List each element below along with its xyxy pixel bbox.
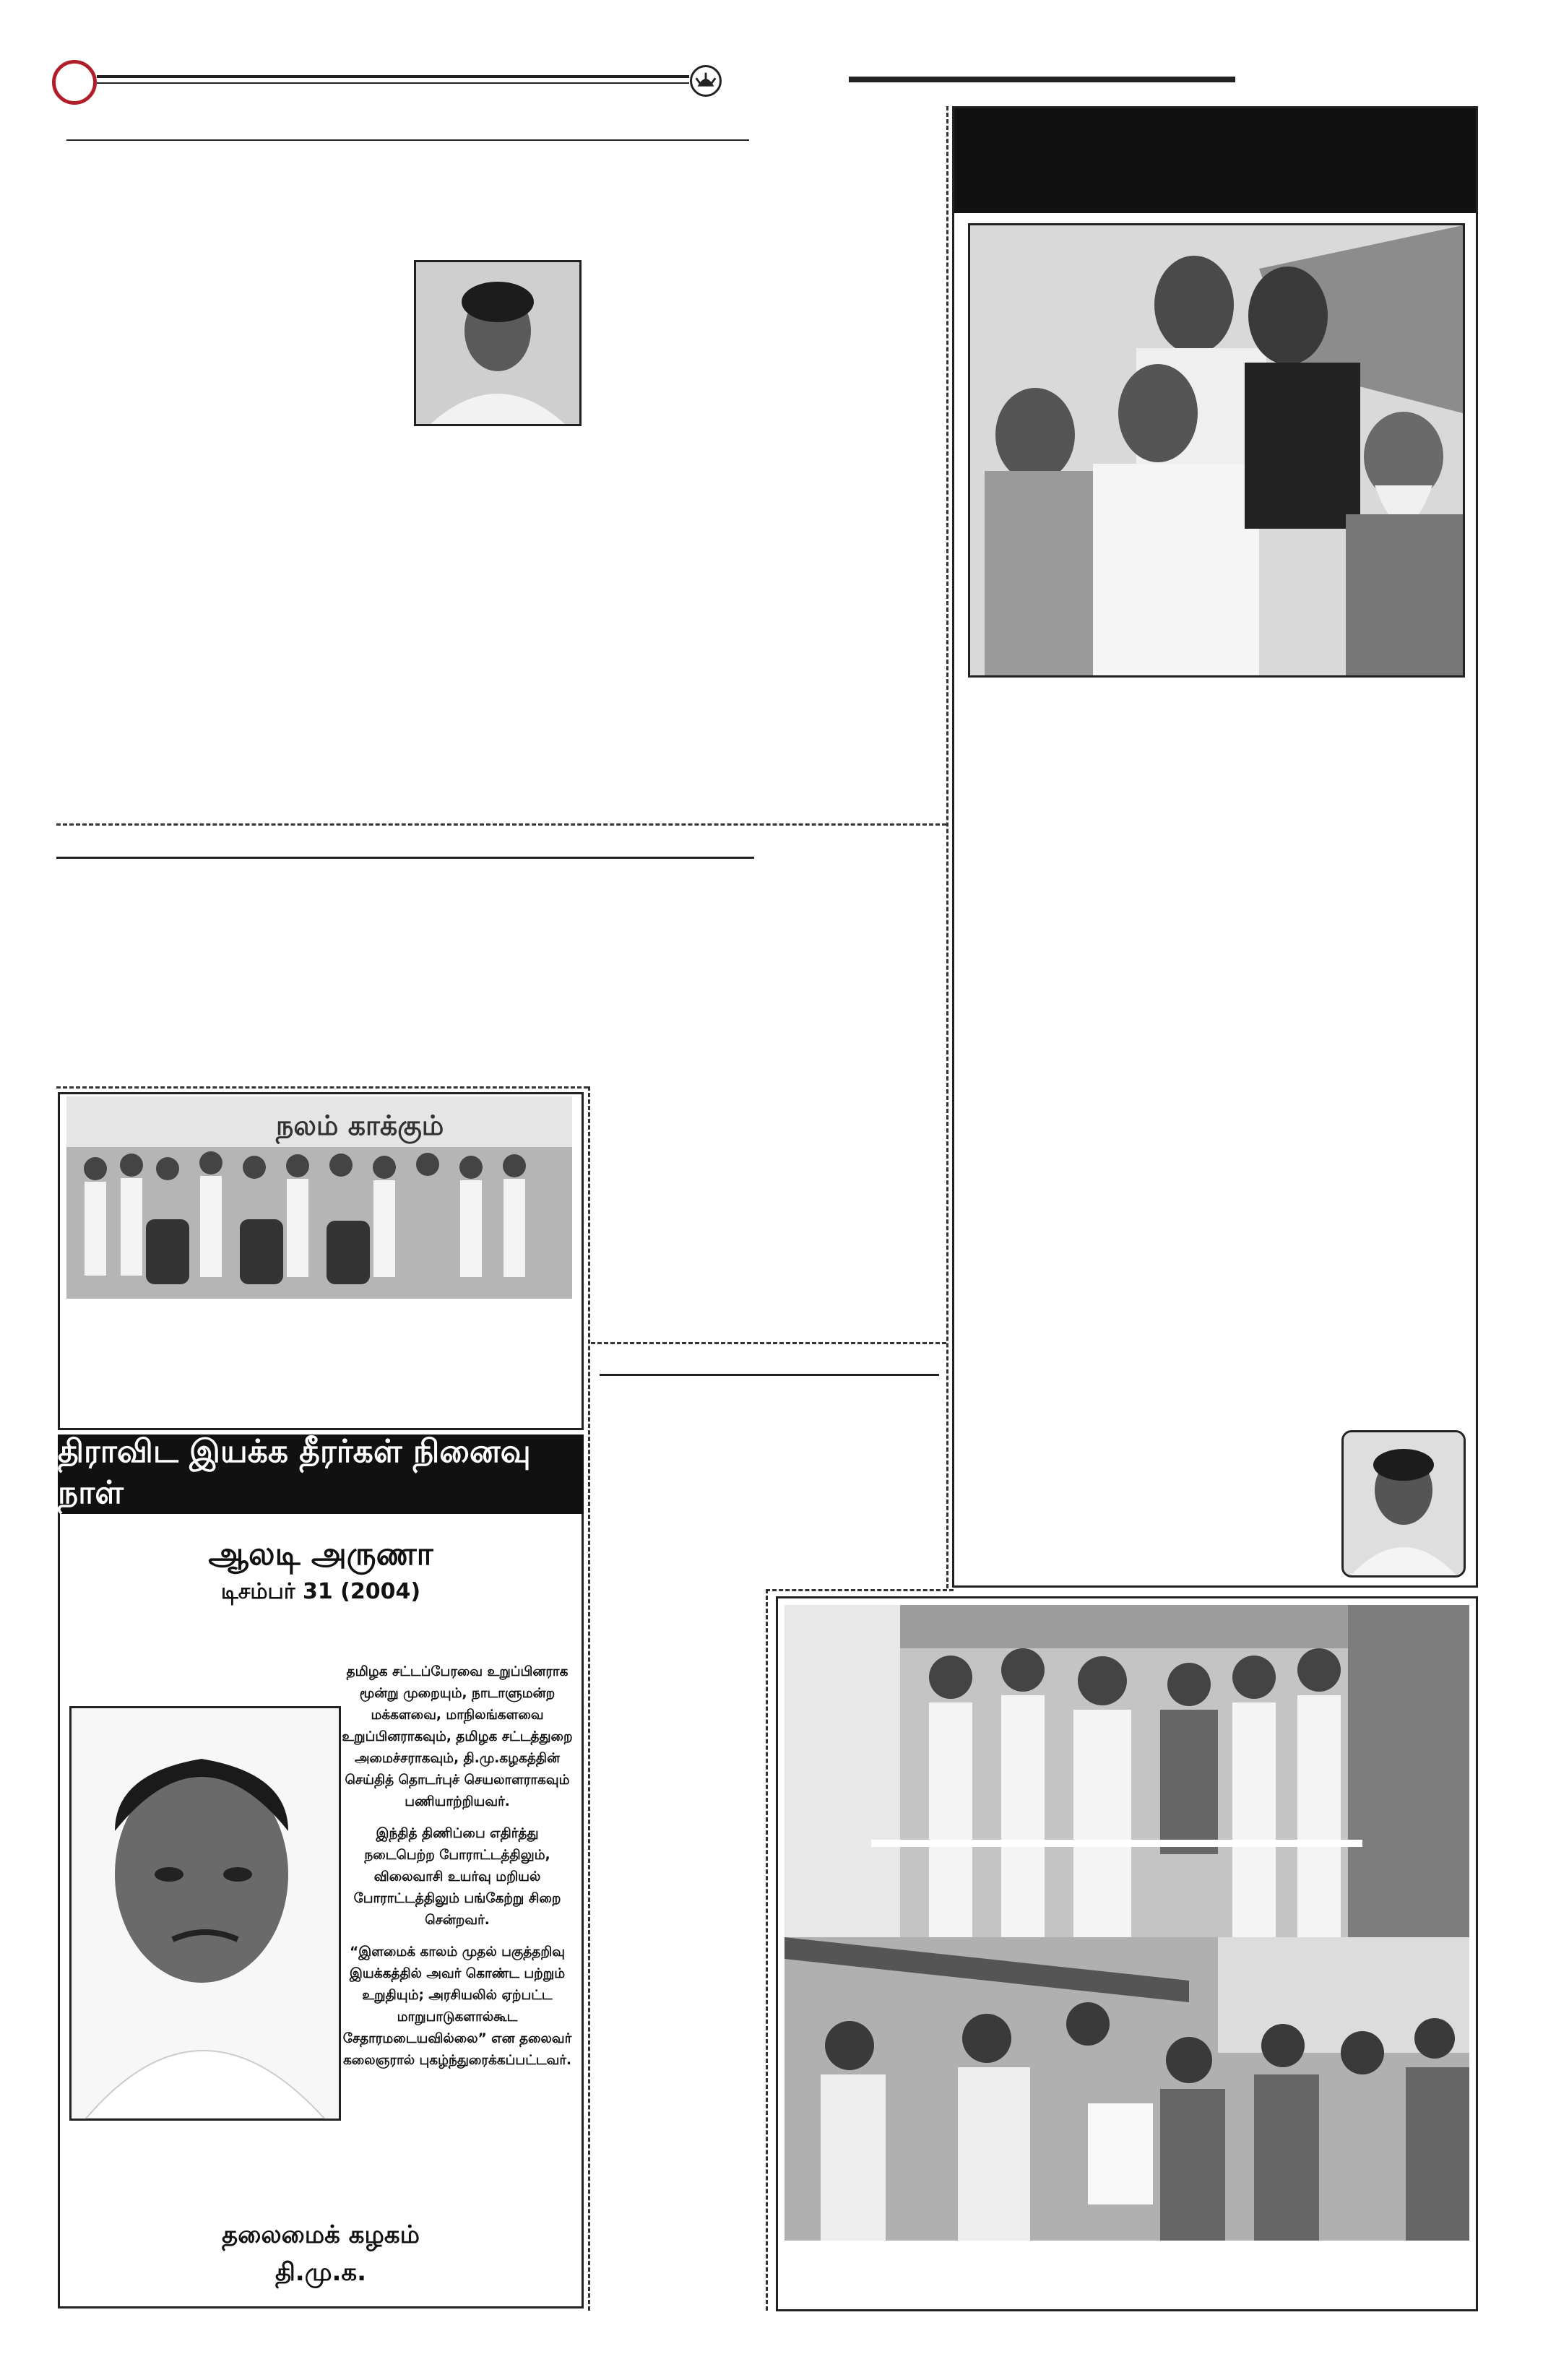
memorial-name: ஆலடி அருணா [208,1536,433,1572]
memorial-bio-paragraph: தமிழக சட்டப்பேரவை உறுப்பினராக மூன்று முறையும், நாடாளுமன்ற மக்களவை, மாநிலங்களவை உறுப்பினராகவும், தமிழக சட்டத்துறை அமைச்சராகவும், தி.மு.கழகத்தின் செய்தித் தொடர்புச் செயலாளராகவும் பணியாற்றியவர். [342,1664,573,1809]
dashed-vertical-right [946,106,948,1588]
rising-sun-logo-icon [690,65,722,97]
masthead-rule-top [97,75,689,78]
dashed-box-bottom-right-left [766,1589,768,2311]
section-rule-1 [66,139,749,141]
dashed-box-top [56,1086,588,1089]
ribbon-cutting-photo [785,1605,1469,1937]
leaders-painting-photo [968,223,1465,678]
masthead-circle-icon [52,60,97,105]
masthead-rule-bottom [97,82,689,84]
memorial-bio-paragraph: “இளமைக் காலம் முதல் பகுத்தறிவு இயக்கத்தில் அவர் கொண்ட பற்றும் உறுதியும்; அரசியலில் ஏற்பட்ட மாறுபாடுகளால்கூட சேதாரமடையவில்லை” என தலைவர் கலைஞரால் புகழ்ந்துரைக்கப்பட்டவர். [342,1944,572,2068]
masthead-right-rule [849,77,1235,82]
memorial-portrait-photo [69,1706,341,2121]
portrait-photo-right [1341,1430,1466,1578]
memorial-bio-paragraph: இந்தித் திணிப்பை எதிர்த்து நடைபெற்ற போராட்டத்திலும், விலைவாசி உயர்வு மறியல் போராட்டத்திலும் பங்கேற்று சிறை சென்றவர். [353,1826,561,1928]
memorial-banner [58,1435,584,1514]
memorial-date: டிசம்பர் 31 (2004) [220,1579,421,1604]
distribution-event-photo [785,1937,1469,2241]
section-rule-2 [56,857,754,859]
dashed-box-bottom-right-top [766,1589,954,1591]
memorial-banner-text: திராவிட இயக்க தீரர்கள் நினைவு நாள் [58,1433,531,1511]
dashed-separator-1 [56,823,946,826]
scooter-distribution-photo [66,1096,572,1299]
memorial-bio [340,1661,575,2082]
memorial-footer-line1: தலைமைக் கழகம் [222,2220,420,2249]
dashed-box-right [588,1086,590,2311]
section-rule-middle [600,1374,939,1376]
dashed-separator-middle [591,1342,946,1344]
photo-banner-text: நலம் காக்கும் [276,1109,444,1141]
portrait-photo-top [414,260,582,426]
memorial-footer-line2: தி.மு.க. [275,2258,367,2287]
